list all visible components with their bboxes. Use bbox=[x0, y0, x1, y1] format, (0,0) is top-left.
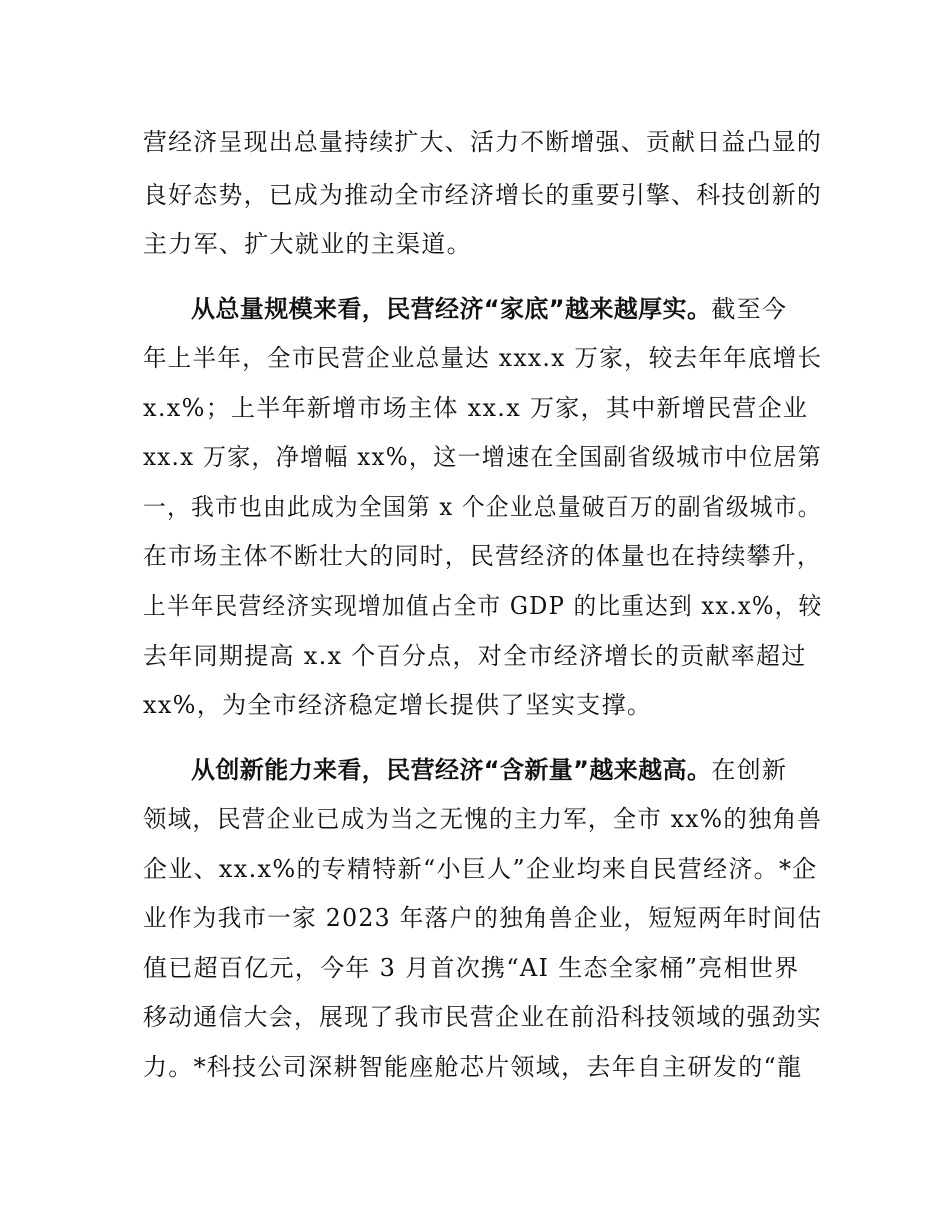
paragraph-innovation-line-4: 业作为我市一家 2023 年落户的独角兽企业，短短两年时间估 bbox=[143, 904, 823, 932]
paragraph-innovation-line-1-rest: 在创新 bbox=[711, 756, 788, 784]
paragraph-innovation-heading: 从创新能力来看，民营经济“含新量”越来越高。 bbox=[191, 756, 712, 784]
paragraph-innovation-line-2: 领域，民营企业已成为当之无愧的主力军，全市 xx%的独角兽 bbox=[143, 805, 823, 833]
paragraph-scale-line-5: 一，我市也由此成为全国第 x 个企业总量破百万的副省级城市。 bbox=[143, 493, 822, 521]
paragraph-scale-line-3: x.x%；上半年新增市场主体 xx.x 万家，其中新增民营企业 bbox=[143, 394, 809, 422]
paragraph-scale-line-6: 在市场主体不断壮大的同时，民营经济的体量也在持续攀升， bbox=[143, 542, 823, 570]
paragraph-innovation-line-7: 力。*科技公司深耕智能座舱芯片领域，去年自主研发的“龍 bbox=[143, 1053, 803, 1081]
paragraph-innovation-line-6: 移动通信大会，展现了我市民营企业在前沿科技领域的强劲实 bbox=[143, 1003, 823, 1031]
paragraph-innovation-line-1 bbox=[191, 754, 787, 786]
paragraph-scale-line-9: xx%，为全市经济稳定增长提供了坚实支撑。 bbox=[143, 691, 653, 719]
paragraph-scale-line-1 bbox=[191, 293, 787, 325]
paragraph-innovation-line-3: 企业、xx.x%的专精特新“小巨人”企业均来自民营经济。*企 bbox=[143, 855, 818, 883]
paragraph-innovation-line-5: 值已超百亿元，今年 3 月首次携“AI 生态全家桶”亮相世界 bbox=[143, 954, 800, 982]
paragraph-scale-line-7: 上半年民营经济实现增加值占全市 GDP 的比重达到 xx.x%，较 bbox=[143, 592, 823, 620]
paragraph-scale-line-8: 去年同期提高 x.x 个百分点，对全市经济增长的贡献率超过 bbox=[143, 642, 807, 670]
paragraph-scale-heading: 从总量规模来看，民营经济“家底”越来越厚实。 bbox=[191, 295, 712, 323]
paragraph-intro-line-1: 营经济呈现出总量持续扩大、活力不断增强、贡献日益凸显的 bbox=[143, 128, 823, 156]
paragraph-intro-line-2: 良好态势，已成为推动全市经济增长的重要引擎、科技创新的 bbox=[143, 181, 823, 209]
paragraph-scale-line-2: 年上半年，全市民营企业总量达 xxx.x 万家，较去年年底增长 bbox=[143, 344, 823, 372]
paragraph-scale-line-1-rest: 截至今 bbox=[711, 295, 788, 323]
paragraph-scale-line-4: xx.x 万家，净增幅 xx%，这一增速在全国副省级城市中位居第 bbox=[143, 443, 822, 471]
paragraph-intro-line-3: 主力军、扩大就业的主渠道。 bbox=[143, 230, 472, 258]
